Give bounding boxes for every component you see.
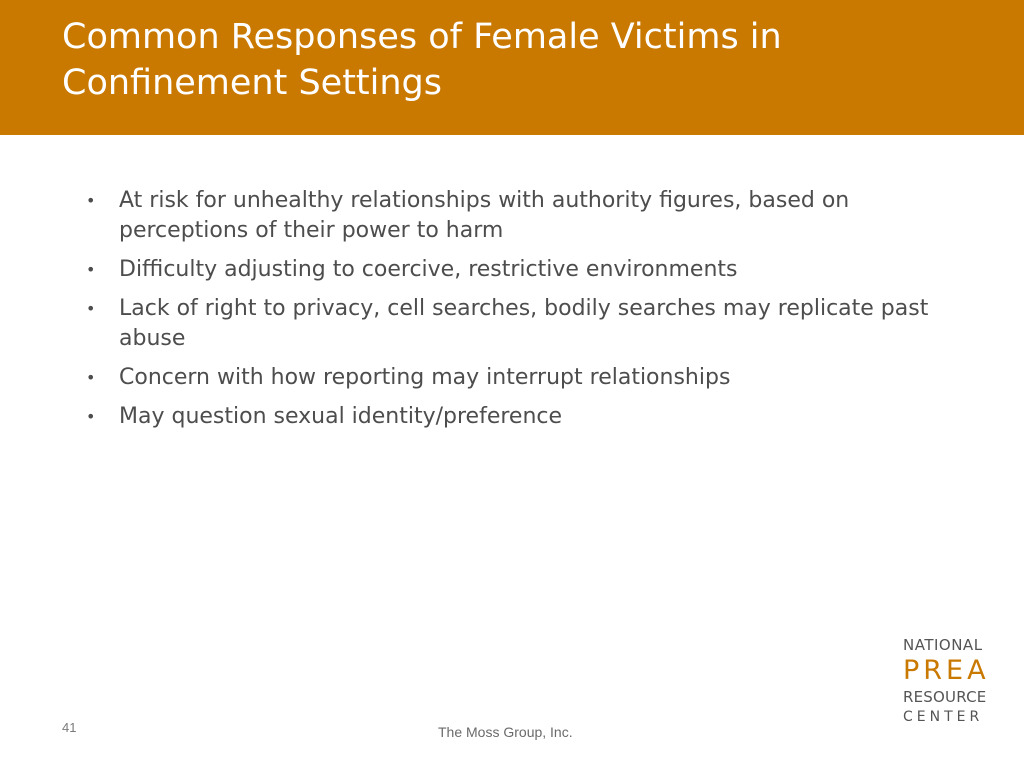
bullet-marker: •: [86, 260, 96, 279]
footer-organization: The Moss Group, Inc.: [438, 724, 573, 740]
logo-line-center: CENTER: [903, 709, 984, 725]
bullet-item: [86, 363, 966, 393]
prea-logo: [903, 636, 1008, 726]
bullet-marker: •: [86, 368, 96, 387]
bullet-marker: •: [86, 407, 96, 426]
bullet-marker: •: [86, 299, 96, 318]
bullet-marker: •: [86, 191, 96, 210]
bullet-item: [86, 255, 966, 285]
logo-line-prea: PREA: [903, 655, 990, 686]
bullet-text: Lack of right to privacy, cell searches, bodily searches may replicate past abuse: [119, 296, 929, 351]
logo-line-national: NATIONAL: [903, 636, 983, 654]
page-number: 41: [62, 720, 77, 735]
bullet-text: At risk for unhealthy relationships with authority figures, based on perceptions of their power to harm: [119, 188, 850, 243]
bullet-list: [86, 186, 966, 441]
bullet-item: [86, 186, 966, 246]
bullet-item: [86, 402, 966, 432]
bullet-text: Concern with how reporting may interrupt relationships: [119, 365, 731, 390]
bullet-text: Difficulty adjusting to coercive, restrictive environments: [119, 257, 738, 282]
bullet-text: May question sexual identity/preference: [119, 404, 563, 429]
slide-title: Common Responses of Female Victims in Confinement Settings: [62, 17, 782, 103]
logo-line-resource: RESOURCE: [903, 688, 987, 706]
bullet-item: [86, 294, 966, 354]
